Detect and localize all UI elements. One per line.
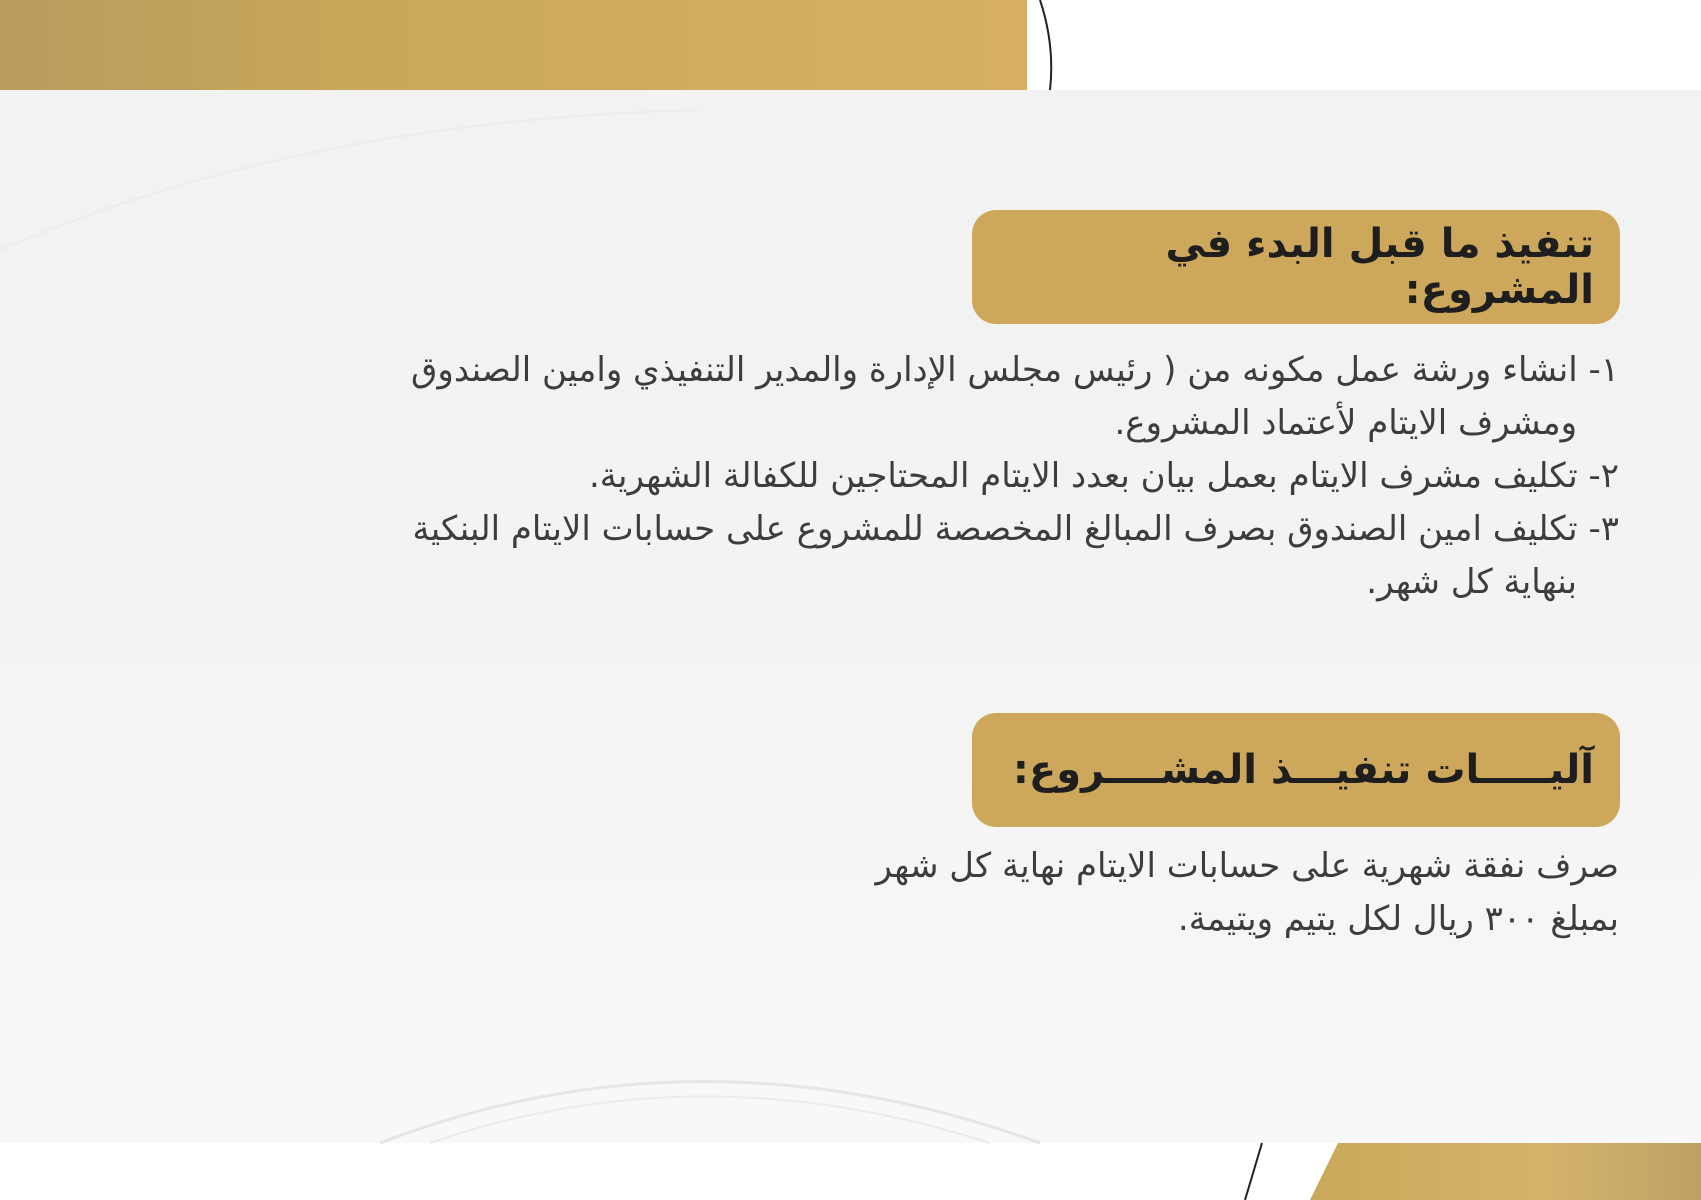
pre-start-heading-text: تنفيذ ما قبل البدء في المشروع: [1165,221,1594,313]
pre-start-heading [972,210,1620,324]
list-item-1-line-1: ١- انشاء ورشة عمل مكونه من ( رئيس مجلس الإدارة والمدير التنفيذي وامين الصندوق [411,350,1619,390]
mechanisms-line-2: بمبلغ ٣٠٠ ريال لكل يتيم ويتيمة. [1177,899,1619,939]
mechanisms-line-1: صرف نفقة شهرية على حسابات الايتام نهاية كل شهر [875,846,1619,886]
mechanisms-heading [972,713,1620,827]
bottom-gold-band [1310,1143,1701,1200]
list-item-2-line-1: ٢- تكليف مشرف الايتام بعمل بيان بعدد الايتام المحتاجين للكفالة الشهرية. [588,456,1619,496]
list-item-1-line-2: ومشرف الايتام لأعتماد المشروع. [1114,403,1577,443]
mechanisms-heading-text: آليـــــات تنفيـــذ المشــــروع: [1012,747,1594,793]
list-item-3-line-2: بنهاية كل شهر. [1366,562,1577,602]
top-gold-band [0,0,1027,90]
mechanisms-text [719,840,1619,946]
pre-start-list [199,344,1619,609]
list-item-3-line-1: ٣- تكليف امين الصندوق بصرف المبالغ المخصصة للمشروع على حسابات الايتام البنكية [412,509,1619,549]
